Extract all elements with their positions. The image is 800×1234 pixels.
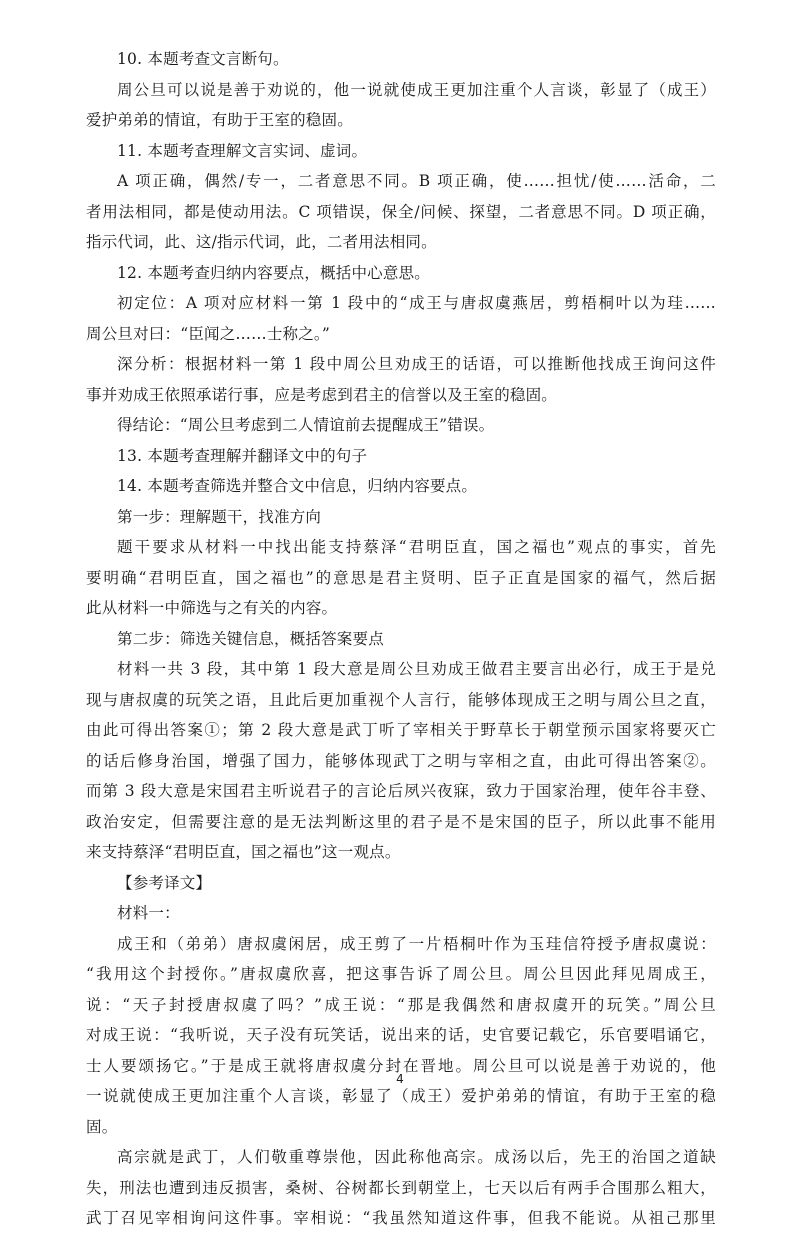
text-line: 题干要求从材料一中找出能支持蔡泽“君明臣直，国之福也”观点的事实，首先 xyxy=(117,538,716,556)
text-line: 一说就使成王更加注重个人言谈，彰显了（成王）爱护弟弟的情谊，有助于王室的稳 xyxy=(86,1087,716,1105)
material-one-label: 材料一： xyxy=(117,904,180,922)
step-one-heading: 第一步：理解题干，找准方向 xyxy=(117,507,322,526)
answer-explanation-text xyxy=(86,44,716,1234)
heading-q10: 10. 本题考查文言断句。 xyxy=(117,50,289,68)
text-line: 指示代词，此、这/指示代词，此，二者用法相同。 xyxy=(86,233,437,251)
text-line: 材料一共 3 段，其中第 1 段大意是周公旦劝成王做君主要言出必行，成王于是兑 xyxy=(117,660,716,678)
heading-q11: 11. 本题考查理解文言实词、虚词。 xyxy=(117,141,368,160)
text-line: 要明确“君明臣直，国之福也”的意思是君主贤明、臣子正直是国家的福气，然后据 xyxy=(86,568,716,587)
text-line: 对成王说：“我听说，天子没有玩笑话，说出来的话，史官要记载它，乐官要唱诵它， xyxy=(86,1026,716,1044)
text-line: 周公旦对曰：“臣闻之……士称之。” xyxy=(86,324,330,343)
text-line: 初定位：A 项对应材料一第 1 段中的“成王与唐叔虞燕居，剪梧桐叶以为珪…… xyxy=(117,294,716,312)
heading-q12: 12. 本题考查归纳内容要点，概括中心意思。 xyxy=(117,263,430,282)
text-line: 得结论：“周公旦考虑到二人情谊前去提醒成王”错误。 xyxy=(117,416,495,434)
text-line: 而第 3 段大意是宋国君主听说君子的言论后夙兴夜寐，致力于国家治理，使年谷丰登、 xyxy=(86,782,716,800)
text-line: 周公旦可以说是善于劝说的，他一说就使成王更加注重个人言谈，彰显了（成王） xyxy=(117,80,716,99)
text-line: 的话后修身治国，增强了国力，能够体现武丁之明与宰相之直，由此可得出答案②。 xyxy=(86,751,716,770)
text-line: “我用这个封授你。”唐叔虞欣喜，把这事告诉了周公旦。周公旦因此拜见周成王， xyxy=(86,965,716,983)
step-two-heading: 第二步：筛选关键信息，概括答案要点 xyxy=(117,629,384,648)
heading-q13: 13. 本题考查理解并翻译文中的句子 xyxy=(117,446,368,465)
text-line: 武丁召见宰相询问这件事。宰相说：“我虽然知道这件事，但我不能说。从祖己那里 xyxy=(86,1209,716,1227)
page-number: 4 xyxy=(396,1072,404,1086)
text-line: 失，刑法也遭到违反损害，桑树、谷树都长到朝堂上，七天以后有两手合围那么粗大， xyxy=(86,1178,716,1197)
text-line: 成王和（弟弟）唐叔虞闲居，成王剪了一片梧桐叶作为玉珪信符授予唐叔虞说： xyxy=(117,934,716,953)
text-line: 深分析：根据材料一第 1 段中周公旦劝成王的话语，可以推断他找成王询问这件 xyxy=(117,355,716,373)
text-line: 高宗就是武丁，人们敬重尊崇他，因此称他高宗。成汤以后，先王的治国之道缺 xyxy=(117,1148,716,1166)
heading-q14: 14. 本题考查筛选并整合文中信息，归纳内容要点。 xyxy=(117,477,478,495)
text-line: 士人要颂扬它。”于是成王就将唐叔虞分封在晋地。周公旦可以说是善于劝说的，他 xyxy=(86,1056,716,1075)
text-line: 固。 xyxy=(86,1117,118,1136)
text-line: A 项正确，偶然/专一，二者意思不同。B 项正确，使……担忧/使……活命，二 xyxy=(117,172,716,190)
text-line: 政治安定，但需要注意的是无法判断这里的君子是不是宋国的臣子，所以此事不能用 xyxy=(86,812,716,831)
text-line: 来支持蔡泽“君明臣直，国之福也”这一观点。 xyxy=(86,843,401,861)
text-line: 说：“天子封授唐叔虞了吗？”成王说：“那是我偶然和唐叔虞开的玩笑。”周公旦 xyxy=(86,995,716,1014)
text-line: 事并劝成王依照承诺行事，应是考虑到君主的信誉以及王室的稳固。 xyxy=(86,385,558,404)
text-line: 爱护弟弟的情谊，有助于王室的稳固。 xyxy=(86,111,353,129)
text-line: 此从材料一中筛选与之有关的内容。 xyxy=(86,599,338,617)
text-line: 现与唐叔虞的玩笑之语，且此后更加重视个人言行，能够体现成王之明与周公旦之直， xyxy=(86,690,716,709)
text-line: 由此可得出答案①；第 2 段大意是武丁听了宰相关于野草长于朝堂预示国家将要灭亡 xyxy=(86,721,716,739)
text-line: 者用法相同，都是使动用法。C 项错误，保全/问候、探望，二者意思不同。D 项正确， xyxy=(86,202,716,221)
reference-translation-heading: 【参考译文】 xyxy=(117,873,212,892)
